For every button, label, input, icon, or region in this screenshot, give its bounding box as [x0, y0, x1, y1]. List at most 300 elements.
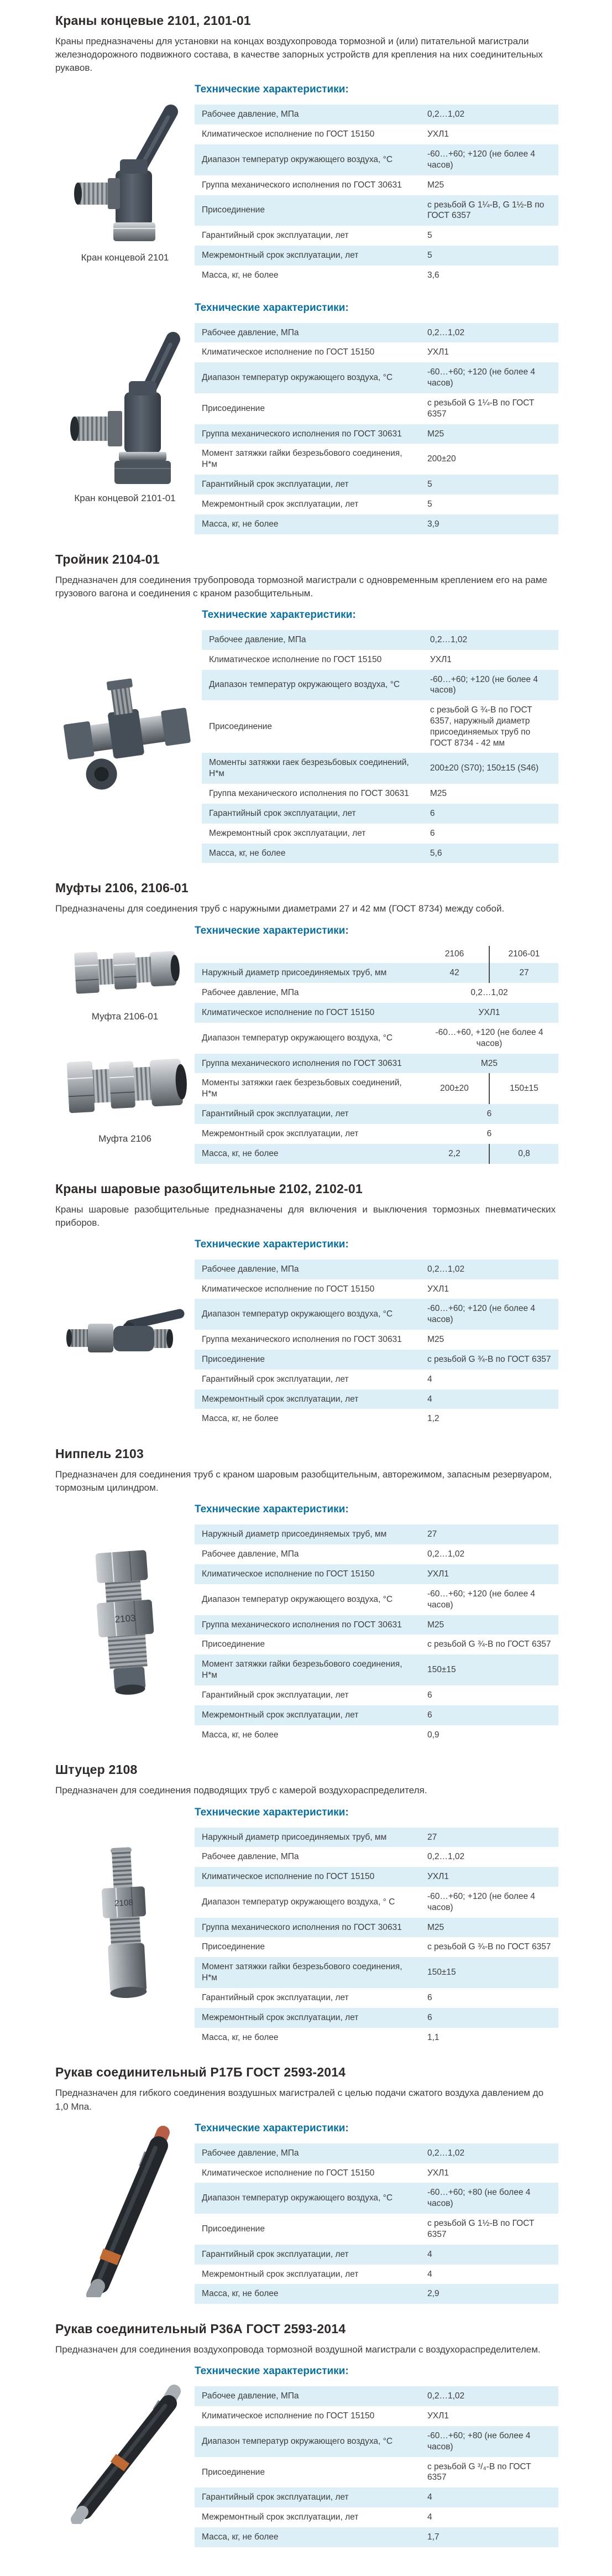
- spec-value: -60…+60; +120 (не более 4 часов): [430, 674, 538, 695]
- spec-colhead-spacer: [195, 946, 420, 964]
- product-block: [55, 79, 558, 285]
- spec-label: Моменты затяжки гаек безрезьбовых соединений, Н*м: [202, 1078, 402, 1099]
- product-block: [55, 605, 558, 863]
- section-title: Муфты 2106, 2106-01: [55, 881, 189, 896]
- spec-row: [202, 753, 558, 784]
- spec-row: [195, 963, 558, 983]
- spec-label: Гарантийный срок эксплуатации, лет: [202, 480, 349, 490]
- tech-specs-heading: Технические характеристики:: [195, 1503, 349, 1516]
- spec-value: УХЛ1: [427, 129, 449, 139]
- spec-row: [195, 1654, 558, 1685]
- spec-value: с резьбой G 1¼-В, G 1½-В по ГОСТ 6357: [427, 200, 545, 221]
- spec-row: [195, 2028, 558, 2048]
- spec-row: [195, 362, 558, 393]
- photo-column: [55, 665, 202, 803]
- product-photo-figure: [60, 327, 190, 504]
- spec-row: [195, 2143, 558, 2163]
- spec-value: с резьбой G 1½-В по ГОСТ 6357: [427, 2219, 535, 2239]
- table-column: [202, 605, 558, 863]
- spec-row: [195, 1409, 558, 1429]
- spec-row: [195, 983, 558, 1003]
- product-photo-figure: [64, 1295, 186, 1368]
- spec-row: [202, 650, 558, 670]
- spec-value: 6: [487, 1109, 492, 1119]
- spec-column-headers: [195, 946, 558, 964]
- spec-label: Межремонтный срок эксплуатации, лет: [202, 1394, 359, 1404]
- spec-value: 6: [487, 1128, 492, 1138]
- spec-label: Климатическое исполнение по ГОСТ 15150: [202, 1008, 375, 1018]
- spec-row: [202, 700, 558, 753]
- tech-specs-heading: Технические характеристики:: [195, 924, 349, 936]
- spec-value: -60…+60; +120 (не более 4 часов): [427, 1589, 535, 1610]
- spec-row: [202, 804, 558, 824]
- spec-label: Климатическое исполнение по ГОСТ 15150: [202, 2411, 375, 2421]
- spec-table: [195, 1828, 558, 2048]
- spec-label: Гарантийный срок эксплуатации, лет: [209, 808, 356, 818]
- spec-value: -60…+60; +120 (не более 4 часов): [427, 1892, 535, 1912]
- spec-label: Присоединение: [202, 205, 265, 215]
- spec-value: с резьбой G ¾-В по ГОСТ 6357: [427, 1942, 551, 1952]
- spec-row: [195, 195, 558, 226]
- spec-label: Наружный диаметр присоединяемых труб, мм: [202, 1832, 387, 1842]
- spec-value: 27: [427, 1832, 437, 1842]
- spec-label: Климатическое исполнение по ГОСТ 15150: [202, 1569, 375, 1579]
- spec-value: 27: [489, 963, 558, 983]
- spec-row: [195, 2265, 558, 2284]
- spec-label: Климатическое исполнение по ГОСТ 15150: [202, 2168, 375, 2178]
- spec-label: Присоединение: [202, 2224, 265, 2234]
- spec-label: Диапазон температур окружающего воздуха, °С: [202, 373, 393, 383]
- tech-specs-heading: Технические характеристики:: [195, 84, 349, 96]
- spec-value: 2,9: [427, 2289, 440, 2299]
- spec-row: [195, 1988, 558, 2008]
- spec-label: Присоединение: [202, 1942, 265, 1952]
- spec-value: 27: [427, 1529, 437, 1539]
- spec-value: 0,2…1,02: [427, 2391, 465, 2401]
- spec-row: [195, 393, 558, 424]
- spec-label: Диапазон температур окружающего воздуха, °С: [202, 1309, 393, 1319]
- spec-label: Момент затяжки гайки безрезьбового соединения, Н*м: [202, 1962, 402, 1983]
- section-rukav-r17b: [55, 2065, 558, 2304]
- spec-row: [195, 2406, 558, 2426]
- spec-value: М25: [427, 429, 444, 439]
- spec-value: 5: [427, 480, 432, 490]
- spec-value: УХЛ1: [427, 1872, 449, 1882]
- spec-value: 4: [427, 2269, 432, 2279]
- spec-value: с резьбой G ¾-В по ГОСТ 6357, наружный диаметр присоединяемых труб по ГОСТ 8734 - 42 мм: [430, 705, 532, 748]
- spec-row: [195, 175, 558, 195]
- spec-row: [195, 1350, 558, 1370]
- spec-value: -60…+60; +120 (не более 4 часов): [427, 149, 535, 170]
- spec-row: [195, 342, 558, 362]
- section-rukav-r36a: [55, 2322, 558, 2547]
- spec-row: [195, 1685, 558, 1705]
- spec-row: [195, 1390, 558, 1409]
- tech-specs-heading: Технические характеристики:: [195, 2365, 349, 2377]
- photo-caption: Муфта 2106-01: [91, 1011, 159, 1022]
- spec-row: [195, 2487, 558, 2507]
- spec-value: 0,2…1,02: [427, 327, 465, 337]
- spec-value: с резьбой G ³/₄-В по ГОСТ 6357: [427, 2461, 531, 2483]
- spec-value: 42: [449, 968, 459, 978]
- spec-row: [195, 1124, 558, 1144]
- photo-column: [55, 1542, 195, 1702]
- spec-value: М25: [427, 180, 444, 190]
- spec-row: [195, 2214, 558, 2245]
- spec-value: УХЛ1: [427, 2411, 449, 2421]
- svg-text:2103: 2103: [114, 1613, 136, 1625]
- section-mufty-2106: [55, 881, 558, 1163]
- spec-row: [195, 2183, 558, 2214]
- product-photo-figure: [69, 939, 182, 1022]
- spec-label: Масса, кг, не более: [202, 2032, 279, 2042]
- spec-row: [195, 105, 558, 124]
- spec-value: с резьбой G ¾-В по ГОСТ 6357: [427, 1640, 551, 1649]
- spec-value: М25: [427, 1335, 444, 1345]
- spec-value: 200±20: [427, 454, 456, 464]
- spec-row: [195, 1330, 558, 1350]
- photo-column: [55, 1295, 195, 1368]
- spec-row: [195, 495, 558, 514]
- spec-label: Присоединение: [202, 1354, 265, 1364]
- table-column: [195, 79, 558, 285]
- spec-label: Масса, кг, не более: [202, 270, 279, 280]
- tech-specs-heading: Технические характеристики:: [202, 608, 356, 621]
- stud-2108-photo: [82, 1843, 168, 2006]
- spec-label: Межремонтный срок эксплуатации, лет: [202, 1710, 359, 1720]
- tech-specs-heading: Технические характеристики:: [195, 301, 349, 314]
- spec-row: [195, 124, 558, 144]
- section-krany-kontsevye-2101: [55, 13, 558, 534]
- spec-label: Группа механического исполнения по ГОСТ 30631: [202, 180, 402, 190]
- spec-table: [202, 630, 558, 863]
- spec-value: 6: [430, 808, 435, 818]
- spec-label: Моменты затяжки гаек безрезьбовых соединений, Н*м: [209, 758, 409, 779]
- product-block: [55, 1499, 558, 1745]
- spec-label: Межремонтный срок эксплуатации, лет: [202, 251, 359, 260]
- spec-label: Масса, кг, не более: [209, 848, 286, 858]
- spec-row: [202, 824, 558, 844]
- spec-row: [195, 2457, 558, 2488]
- spec-table: [195, 2386, 558, 2547]
- spec-value: 6: [427, 1690, 432, 1700]
- section-description: Предназначен для соединения подводящих труб с камерой воздухораспределителя.: [55, 1785, 427, 1796]
- product-block: [55, 2118, 558, 2304]
- table-column: [195, 920, 558, 1164]
- product-photo-figure: [61, 101, 189, 263]
- spec-row: [195, 2284, 558, 2304]
- spec-value: 6: [427, 1992, 432, 2002]
- spec-row: [195, 323, 558, 343]
- section-description: Краны шаровые разобщительные предназначены для включения и выключения тормозных пневматических приборов.: [55, 1204, 556, 1228]
- spec-row: [195, 2527, 558, 2547]
- spec-row: [195, 1635, 558, 1654]
- svg-text:2108: 2108: [114, 1898, 133, 1908]
- photo-caption: Муфта 2106: [98, 1133, 151, 1144]
- spec-row: [195, 226, 558, 246]
- coupling-2106-01-photo: [69, 939, 182, 1005]
- product-photo-figure: [77, 1542, 174, 1702]
- spec-row: [195, 1828, 558, 1848]
- section-shtutser-2108: [55, 1762, 558, 2047]
- spec-label: Межремонтный срок эксплуатации, лет: [209, 828, 366, 838]
- spec-row: [195, 144, 558, 175]
- spec-label: Группа механического исполнения по ГОСТ 30631: [202, 429, 402, 439]
- spec-label: Диапазон температур окружающего воздуха, °С: [209, 680, 400, 690]
- spec-label: Диапазон температур окружающего воздуха, °С: [202, 1033, 393, 1043]
- spec-label: Масса, кг, не более: [202, 2532, 279, 2542]
- spec-label: Гарантийный срок эксплуатации, лет: [202, 2492, 349, 2502]
- spec-value: -60…+60; +120 (не более 4 часов): [427, 367, 535, 388]
- section-description: Предназначен для соединения трубопровода тормозной магистрали с одновременным креплением его на раме грузового вагона и соединения с краном разобщительным.: [55, 574, 547, 599]
- spec-value: 0,8: [489, 1144, 558, 1164]
- spec-value: УХЛ1: [430, 654, 452, 664]
- spec-label: Группа механического исполнения по ГОСТ 30631: [202, 1058, 402, 1068]
- spec-label: Диапазон температур окружающего воздуха, °С: [202, 1594, 393, 1604]
- spec-label: Рабочее давление, МПа: [202, 1549, 299, 1559]
- spec-value: 150±15: [489, 1073, 558, 1104]
- spec-row: [195, 1054, 558, 1074]
- spec-row: [195, 1370, 558, 1390]
- spec-value: 0,2…1,02: [427, 1852, 465, 1862]
- section-nippel-2103: [55, 1446, 558, 1745]
- spec-label: Климатическое исполнение по ГОСТ 15150: [209, 654, 382, 664]
- spec-label: Климатическое исполнение по ГОСТ 15150: [202, 1872, 375, 1882]
- tech-specs-heading: Технические характеристики:: [195, 2122, 349, 2134]
- table-column: [195, 2361, 558, 2547]
- spec-label: Момент затяжки гайки безрезьбового соединения, Н*м: [202, 449, 402, 470]
- spec-column-header: 2106: [444, 949, 464, 959]
- spec-row: [195, 475, 558, 495]
- product-photo-figure: [55, 665, 202, 803]
- spec-label: Климатическое исполнение по ГОСТ 15150: [202, 129, 375, 139]
- table-column: [195, 1802, 558, 2048]
- spec-label: Рабочее давление, МПа: [202, 2148, 299, 2158]
- photo-column: [55, 2385, 195, 2524]
- spec-row: [195, 2245, 558, 2265]
- section-description: Предназначен для соединения труб с краном шаровым разобщительным, авторежимом, запасным резервуаром, тормозным цилиндром.: [55, 1469, 552, 1493]
- spec-table: [195, 946, 558, 1164]
- hose-r36a-photo: [60, 2385, 190, 2524]
- coupling-2106-photo: [61, 1045, 189, 1127]
- section-krany-sharovye-2102: [55, 1182, 558, 1429]
- section-title: Рукав соединительный Р17Б ГОСТ 2593-2014: [55, 2065, 346, 2080]
- spec-label: Рабочее давление, МПа: [202, 1852, 299, 1862]
- spec-table: [195, 1524, 558, 1745]
- spec-value: 1,2: [427, 1414, 440, 1424]
- tee-2104-photo: [55, 665, 202, 803]
- spec-value: 5: [427, 251, 432, 260]
- spec-label: Группа механического исполнения по ГОСТ 30631: [202, 1922, 402, 1932]
- spec-table: [195, 323, 558, 534]
- spec-label: Гарантийный срок эксплуатации, лет: [202, 1992, 349, 2002]
- product-block: [55, 920, 558, 1164]
- spec-label: Климатическое исполнение по ГОСТ 15150: [202, 347, 375, 357]
- product-photo-figure: [60, 2385, 190, 2524]
- section-title: Краны шаровые разобщительные 2102, 2102-01: [55, 1181, 363, 1196]
- spec-label: Группа механического исполнения по ГОСТ 30631: [202, 1620, 402, 1630]
- spec-label: Масса, кг, не более: [202, 1148, 279, 1158]
- photo-column: [55, 2125, 195, 2297]
- spec-row: [195, 2386, 558, 2406]
- spec-row: [195, 1918, 558, 1938]
- spec-value: УХЛ1: [427, 2168, 449, 2178]
- spec-label: Межремонтный срок эксплуатации, лет: [202, 499, 359, 509]
- spec-value: М25: [480, 1058, 498, 1068]
- spec-value: -60…+60; +80 (не более 4 часов): [427, 2188, 531, 2209]
- spec-value: 0,2…1,02: [470, 988, 508, 998]
- spec-row: [195, 246, 558, 266]
- spec-row: [202, 670, 558, 701]
- spec-label: Гарантийный срок эксплуатации, лет: [202, 1374, 349, 1384]
- spec-value: 4: [427, 2492, 432, 2502]
- spec-row: [195, 1524, 558, 1544]
- product-photo-figure: [82, 1843, 168, 2006]
- spec-table: [195, 1260, 558, 1429]
- spec-value: 3,9: [427, 519, 440, 529]
- spec-value: 0,9: [427, 1730, 440, 1740]
- spec-value: 4: [427, 2512, 432, 2522]
- table-column: [195, 298, 558, 534]
- section-title: Краны концевые 2101, 2101-01: [55, 13, 251, 28]
- spec-value: 0,2…1,02: [427, 110, 465, 119]
- product-block: [55, 1802, 558, 2048]
- spec-row: [195, 1615, 558, 1635]
- spec-label: Диапазон температур окружающего воздуха, °С: [202, 2436, 393, 2446]
- spec-label: Рабочее давление, МПа: [202, 1264, 299, 1274]
- tech-specs-heading: Технические характеристики:: [195, 1238, 349, 1250]
- spec-label: Рабочее давление, МПа: [209, 634, 306, 644]
- spec-value: 4: [427, 1394, 432, 1404]
- table-column: [195, 2118, 558, 2304]
- spec-row: [202, 784, 558, 804]
- spec-value: 5,6: [430, 848, 442, 858]
- product-block: [55, 1234, 558, 1429]
- table-column: [195, 1499, 558, 1745]
- spec-value: 1,7: [427, 2532, 440, 2542]
- spec-value: 150±15: [427, 1968, 456, 1977]
- spec-value: 0,2…1,02: [427, 1549, 465, 1559]
- spec-row: [195, 424, 558, 444]
- photo-column: [55, 939, 195, 1144]
- spec-table: [195, 2143, 558, 2304]
- product-photo-figure: [61, 1045, 189, 1144]
- spec-value: УХЛ1: [427, 1284, 449, 1294]
- spec-value: с резьбой G 1¼-В по ГОСТ 6357: [427, 398, 535, 419]
- spec-label: Наружный диаметр присоединяемых труб, мм: [202, 1529, 387, 1539]
- spec-value: УХЛ1: [478, 1008, 500, 1018]
- section-title: Рукав соединительный Р36А ГОСТ 2593-2014: [55, 2322, 346, 2336]
- spec-value: 0,2…1,02: [427, 2148, 465, 2158]
- spec-row: [195, 1260, 558, 1279]
- spec-table: [195, 105, 558, 285]
- spec-label: Диапазон температур окружающего воздуха, ° С: [202, 1897, 395, 1907]
- section-title: Тройник 2104-01: [55, 551, 160, 566]
- photo-column: [55, 327, 195, 504]
- spec-label: Рабочее давление, МПа: [202, 2391, 299, 2401]
- spec-row: [195, 1887, 558, 1918]
- section-description: Предназначены для соединения труб с наружными диаметрами 27 и 42 мм (ГОСТ 8734) между собой.: [55, 903, 505, 914]
- tech-specs-heading: Технические характеристики:: [195, 1806, 349, 1818]
- spec-label: Рабочее давление, МПа: [202, 988, 299, 998]
- spec-row: [195, 2008, 558, 2028]
- spec-value: с резьбой G ¾-В по ГОСТ 6357: [427, 1354, 551, 1364]
- spec-value: 0,2…1,02: [430, 634, 468, 644]
- spec-row: [195, 514, 558, 534]
- spec-label: Гарантийный срок эксплуатации, лет: [202, 1690, 349, 1700]
- section-description: Краны предназначены для установки на концах воздухопровода тормозной и (или) питательной магистрали железнодорожного подвижного состава, в качестве запорных устройств для крепления на них соединительных рукавов.: [55, 36, 543, 74]
- spec-value: М25: [430, 789, 447, 799]
- spec-row: [195, 1564, 558, 1584]
- spec-row: [195, 2507, 558, 2527]
- section-troynik-2104-01: [55, 552, 558, 863]
- spec-label: Группа механического исполнения по ГОСТ 30631: [209, 789, 409, 799]
- spec-value: 4: [427, 2249, 432, 2259]
- spec-label: Межремонтный срок эксплуатации, лет: [202, 2512, 359, 2522]
- spec-value: УХЛ1: [427, 347, 449, 357]
- spec-label: Группа механического исполнения по ГОСТ 30631: [202, 1335, 402, 1345]
- spec-label: Рабочее давление, МПа: [202, 327, 299, 337]
- spec-row: [195, 444, 558, 475]
- spec-label: Климатическое исполнение по ГОСТ 15150: [202, 1284, 375, 1294]
- spec-label: Масса, кг, не более: [202, 1730, 279, 1740]
- spec-value: -60…+60; +80 (не более 4 часов): [427, 2431, 531, 2452]
- spec-value: 0,2…1,02: [427, 1264, 465, 1274]
- spec-value: 200±20 (S70); 150±15 (S46): [430, 763, 539, 773]
- spec-label: Межремонтный срок эксплуатации, лет: [202, 1128, 359, 1138]
- spec-value: 200±20: [440, 1084, 469, 1094]
- spec-value: 5: [427, 231, 432, 241]
- table-column: [195, 1234, 558, 1429]
- spec-value: 6: [427, 2012, 432, 2022]
- spec-row: [195, 266, 558, 285]
- hose-r17b-photo: [66, 2125, 185, 2297]
- spec-label: Диапазон температур окружающего воздуха, °С: [202, 154, 393, 164]
- spec-value: -60…+60, +120 (не более 4 часов): [435, 1027, 543, 1048]
- end-valve-2101-photo: [61, 101, 189, 246]
- spec-row: [195, 1584, 558, 1615]
- section-description: Предназначен для соединения воздухопровода тормозной воздушной магистрали с воздухораспределителем.: [55, 2344, 541, 2355]
- spec-value: УХЛ1: [427, 1569, 449, 1579]
- spec-row: [195, 1957, 558, 1988]
- spec-value: М25: [427, 1922, 444, 1932]
- spec-value: 1,1: [427, 2032, 440, 2042]
- photo-column: [55, 1843, 195, 2006]
- product-block: [55, 298, 558, 534]
- spec-label: Межремонтный срок эксплуатации, лет: [202, 2269, 359, 2279]
- spec-row: [195, 1299, 558, 1330]
- spec-row: [195, 2426, 558, 2457]
- spec-value: 5: [427, 499, 432, 509]
- end-valve-2101-01-photo: [60, 327, 190, 486]
- spec-value: -60…+60; +120 (не более 4 часов): [427, 1304, 535, 1325]
- spec-label: Межремонтный срок эксплуатации, лет: [202, 2012, 359, 2022]
- spec-value: М25: [427, 1620, 444, 1630]
- spec-row: [195, 1003, 558, 1023]
- spec-value: 4: [427, 1374, 432, 1384]
- spec-label: Присоединение: [202, 2467, 265, 2477]
- spec-label: Гарантийный срок эксплуатации, лет: [202, 231, 349, 241]
- spec-label: Масса, кг, не более: [202, 1414, 279, 1424]
- spec-row: [202, 844, 558, 863]
- spec-row: [195, 1023, 558, 1054]
- nipple-2103-photo: [77, 1542, 174, 1702]
- spec-label: Масса, кг, не более: [202, 519, 279, 529]
- spec-label: Диапазон температур окружающего воздуха, °С: [202, 2193, 393, 2203]
- spec-row: [195, 2163, 558, 2183]
- photo-caption: Кран концевой 2101: [81, 252, 169, 263]
- section-description: Предназначен для гибкого соединения воздушных магистралей с целью подачи сжатого воздуха давлением до 1,0 Мпа.: [55, 2088, 544, 2112]
